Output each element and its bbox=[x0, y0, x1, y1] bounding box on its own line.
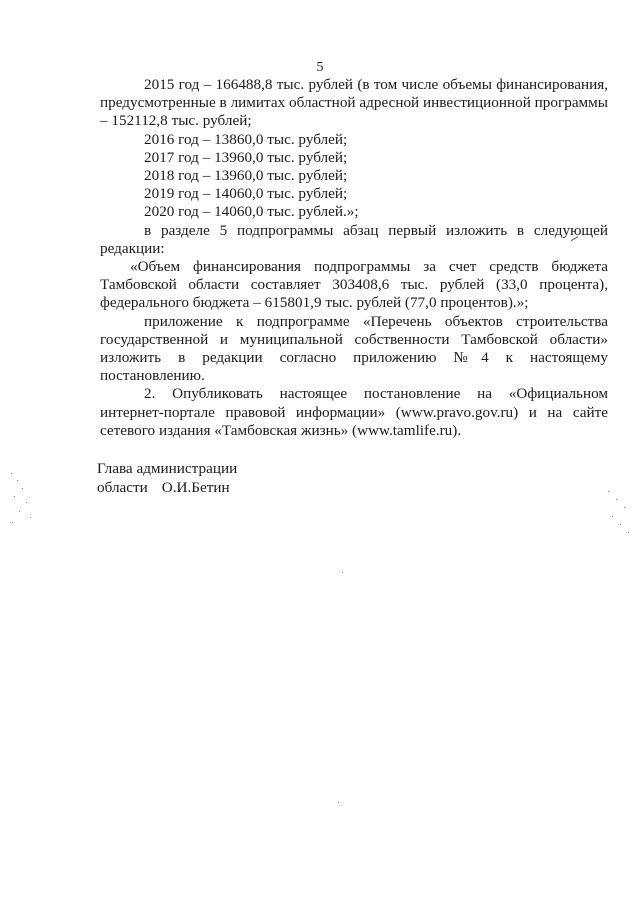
signature-title-region: области bbox=[97, 478, 148, 496]
signature-title: Глава администрации bbox=[97, 460, 238, 477]
document-body bbox=[100, 76, 608, 440]
paragraph-appendix: приложение к подпрограмме «Перечень объектов строительства государственной и муниципальной собственности Тамбовской области» изложить в редакции согласно приложению №4 к настоящему постановлению. bbox=[100, 312, 608, 385]
paragraph-2016: 2016 год – 13860,0 тыс. рублей; bbox=[144, 130, 348, 148]
paragraph-2020: 2020 год – 14060,0 тыс. рублей.»; bbox=[144, 203, 359, 221]
scan-noise-left bbox=[8, 468, 38, 528]
paragraph-publish: 2. Опубликовать настоящее постановление на «Официальном интернет-портале правовой информации» (www.pravo.gov.ru) и на сайте сетевого издания «Тамбовская жизнь» (www.tamlife.ru). bbox=[100, 385, 608, 439]
page-number: 5 bbox=[316, 60, 324, 75]
signature-name: О.И.Бетин bbox=[161, 478, 230, 496]
paragraph-funding: «Объем финансирования подпрограммы за счет средств бюджета Тамбовской области составляет 303408,6 тыс. рублей (33,0 процента), федерального бюджета – 615801,9 тыс. рублей (77,0 процентов).»; bbox=[100, 258, 608, 312]
paragraph-2015: 2015 год – 166488,8 тыс. рублей (в том числе объемы финансирования, предусмотренные в лимитах областной адресной инвестиционной программы – 152112,8 тыс. рублей; bbox=[100, 76, 608, 130]
paragraph-section5: в разделе 5 подпрограммы абзац первый изложить в следующей редакции: bbox=[100, 221, 608, 257]
scan-noise-right bbox=[604, 485, 634, 545]
paragraph-2019: 2019 год – 14060,0 тыс. рублей; bbox=[144, 185, 348, 203]
signature-block bbox=[97, 460, 237, 497]
paragraph-2017: 2017 год – 13960,0 тыс. рублей; bbox=[144, 148, 348, 166]
paragraph-2018: 2018 год – 13960,0 тыс. рублей; bbox=[144, 167, 348, 185]
